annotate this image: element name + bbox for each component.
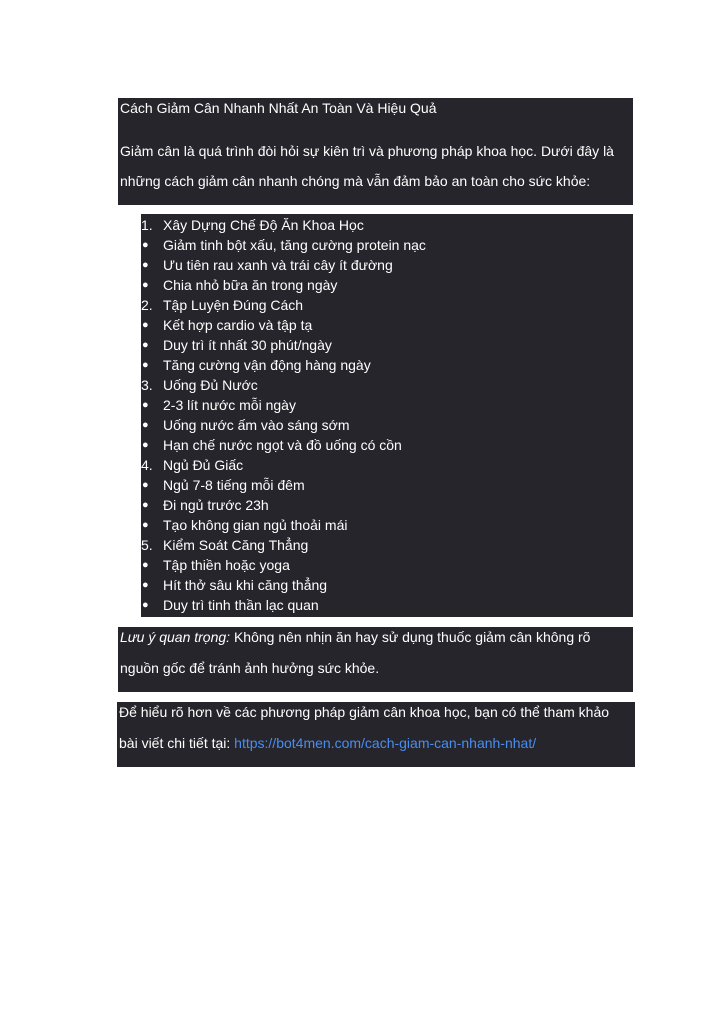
bullet-icon: ● bbox=[142, 499, 149, 511]
tips-list bbox=[141, 214, 633, 617]
note-text-1: Không nên nhịn ăn hay sử dụng thuốc giảm cân không rõ bbox=[230, 629, 591, 645]
list-item-text: Kiểm Soát Căng Thẳng bbox=[163, 537, 309, 553]
bullet-icon: ● bbox=[142, 559, 149, 571]
intro-line-2: những cách giảm cân nhanh chóng mà vẫn đảm bảo an toàn cho sức khỏe: bbox=[120, 173, 591, 189]
list-number: 1. bbox=[141, 217, 153, 233]
note-line-1 bbox=[120, 628, 590, 646]
list-item-text: Uống nước ấm vào sáng sớm bbox=[163, 417, 350, 433]
list-item-text: Tập Luyện Đúng Cách bbox=[163, 297, 304, 313]
reference-block bbox=[117, 702, 635, 767]
reference-line-2 bbox=[119, 734, 536, 752]
list-item-text: Xây Dựng Chế Độ Ăn Khoa Học bbox=[163, 217, 364, 233]
list-item-text: Hạn chế nước ngọt và đồ uống có cồn bbox=[163, 437, 402, 453]
list-number: 5. bbox=[141, 537, 153, 553]
note-block bbox=[118, 627, 633, 692]
bullet-icon: ● bbox=[142, 319, 149, 331]
bullet-icon: ● bbox=[142, 279, 149, 291]
list-number: 4. bbox=[141, 457, 153, 473]
list-item-text: Kết hợp cardio và tập tạ bbox=[163, 317, 313, 333]
list-item-text: Ngủ Đủ Giấc bbox=[163, 457, 244, 473]
reference-line-1: Để hiểu rõ hơn về các phương pháp giảm cân khoa học, bạn có thể tham khảo bbox=[119, 704, 610, 720]
bullet-icon: ● bbox=[142, 399, 149, 411]
list-item-text: 2-3 lít nước mỗi ngày bbox=[163, 397, 296, 413]
reference-link[interactable]: https://bot4men.com/cach-giam-can-nhanh-nhat/ bbox=[234, 735, 537, 751]
note-line-2: nguồn gốc để tránh ảnh hưởng sức khỏe. bbox=[120, 660, 380, 676]
list-item-text: Tăng cường vận động hàng ngày bbox=[163, 357, 371, 373]
list-item-text: Duy trì tinh thần lạc quan bbox=[163, 597, 319, 613]
article-title: Cách Giảm Cân Nhanh Nhất An Toàn Và Hiệu Quả bbox=[120, 100, 437, 116]
intro-block bbox=[118, 98, 633, 205]
bullet-icon: ● bbox=[142, 259, 149, 271]
list-number: 3. bbox=[141, 377, 153, 393]
list-item-text: Hít thở sâu khi căng thẳng bbox=[163, 577, 328, 593]
bullet-icon: ● bbox=[142, 359, 149, 371]
list-number: 2. bbox=[141, 297, 153, 313]
bullet-icon: ● bbox=[142, 239, 149, 251]
list-item-text: Ưu tiên rau xanh và trái cây ít đường bbox=[163, 257, 393, 273]
list-item-text: Ngủ 7-8 tiếng mỗi đêm bbox=[163, 477, 305, 493]
list-item-text: Tạo không gian ngủ thoải mái bbox=[163, 517, 348, 533]
bullet-icon: ● bbox=[142, 439, 149, 451]
intro-line-1: Giảm cân là quá trình đòi hỏi sự kiên trì và phương pháp khoa học. Dưới đây là bbox=[120, 143, 614, 159]
bullet-icon: ● bbox=[142, 419, 149, 431]
bullet-icon: ● bbox=[142, 579, 149, 591]
list-item-text: Giảm tinh bột xấu, tăng cường protein nạc bbox=[163, 237, 426, 253]
reference-prefix: bài viết chi tiết tại: bbox=[119, 735, 235, 751]
bullet-icon: ● bbox=[142, 599, 149, 611]
bullet-icon: ● bbox=[142, 339, 149, 351]
note-label: Lưu ý quan trọng: bbox=[120, 629, 231, 645]
bullet-icon: ● bbox=[142, 479, 149, 491]
list-item-text: Đi ngủ trước 23h bbox=[163, 497, 269, 513]
list-item-text: Tập thiền hoặc yoga bbox=[163, 557, 290, 573]
list-item-text: Uống Đủ Nước bbox=[163, 377, 258, 393]
list-item-text: Duy trì ít nhất 30 phút/ngày bbox=[163, 337, 332, 353]
bullet-icon: ● bbox=[142, 519, 149, 531]
list-item-text: Chia nhỏ bữa ăn trong ngày bbox=[163, 277, 338, 293]
